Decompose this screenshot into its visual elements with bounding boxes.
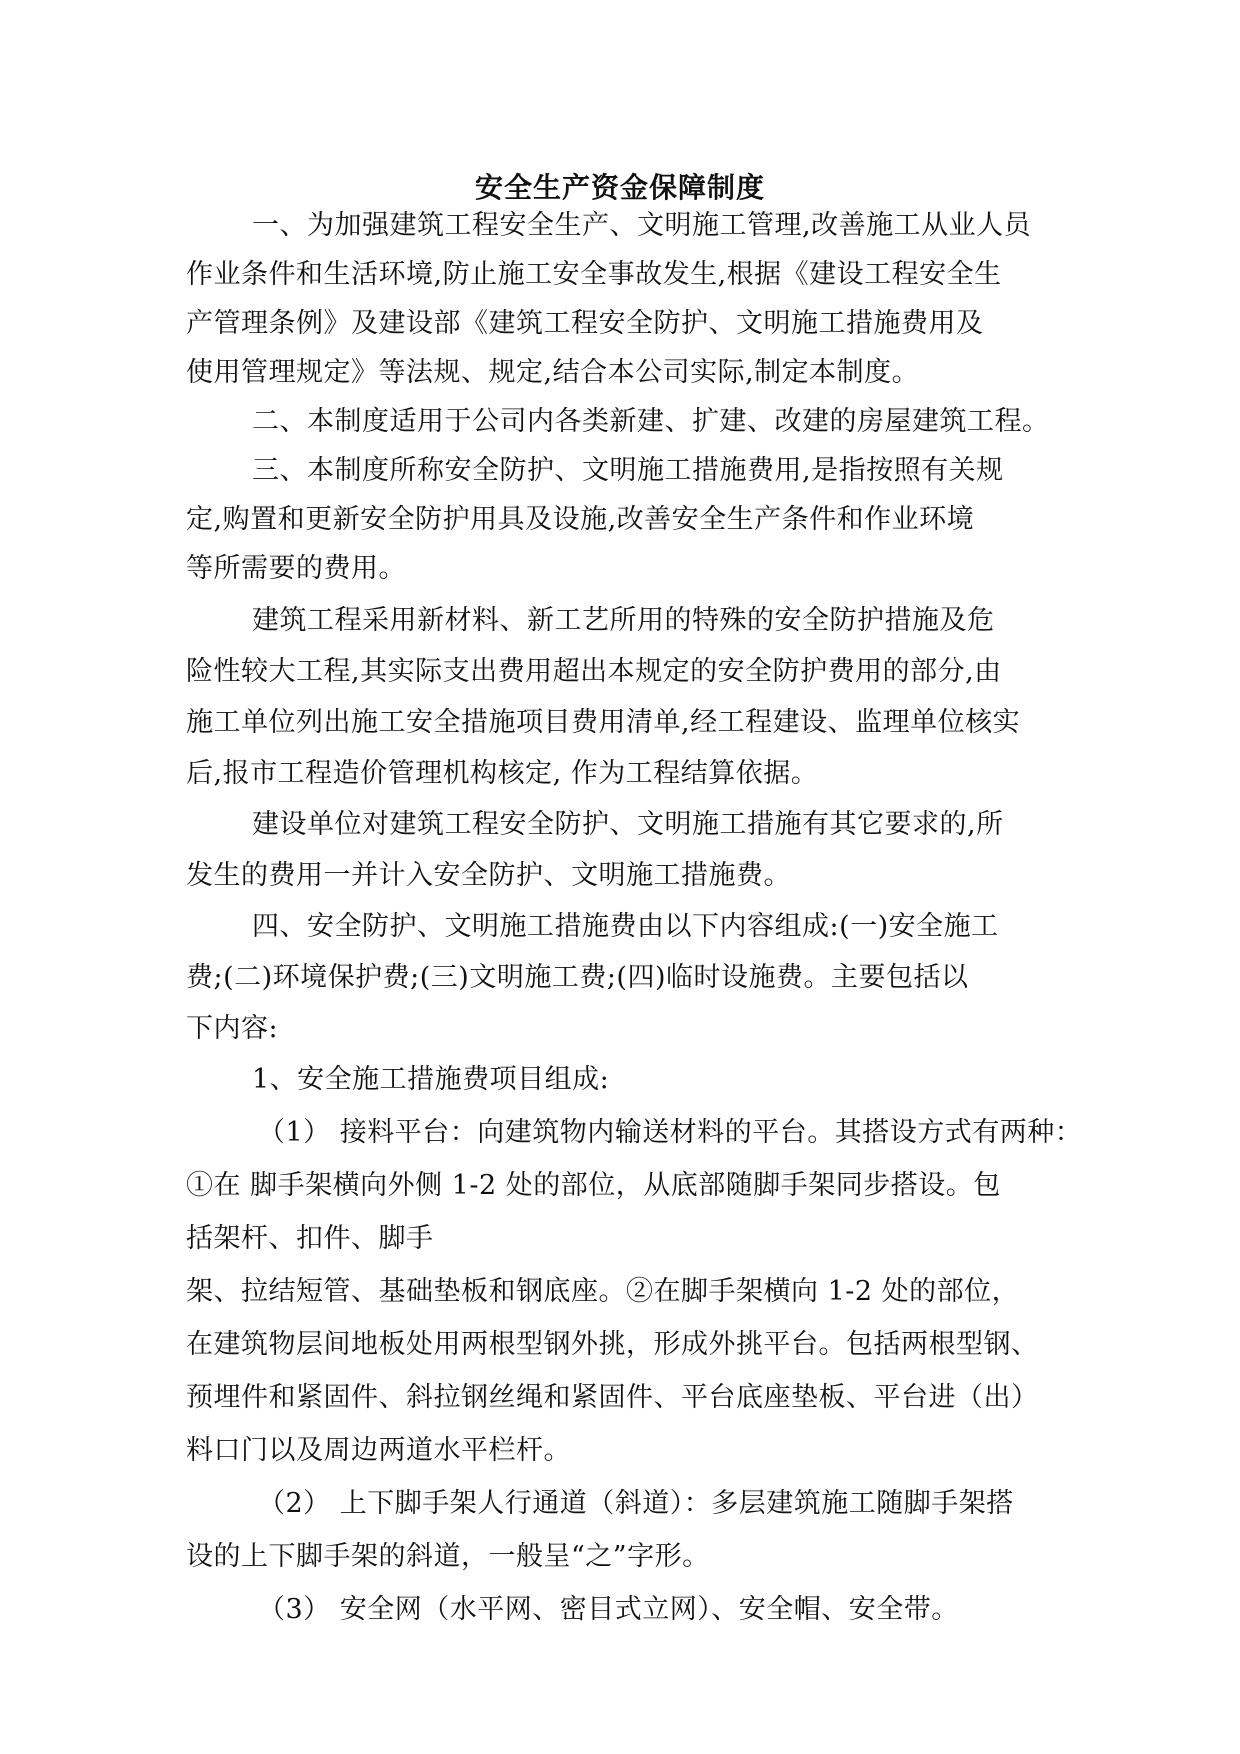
paragraph-line: 1、安全施工措施费项目组成: (252, 1064, 610, 1095)
paragraph-line: 建设单位对建筑工程安全防护、文明施工措施有其它要求的,所 (252, 809, 1004, 840)
paragraph-line: 括架杆、扣件、脚手 (186, 1223, 434, 1254)
paragraph-line: 使用管理规定》等法规、规定,结合本公司实际,制定本制度。 (186, 357, 920, 388)
paragraph-line: 施工单位列出施工安全措施项目费用清单,经工程建设、监理单位核实 (186, 707, 1021, 738)
paragraph-line: 产管理条例》及建设部《建筑工程安全防护、文明施工措施费用及 (186, 308, 984, 339)
paragraph-line: 费;(二)环境保护费;(三)文明施工费;(四)临时设施费。主要包括以 (186, 962, 969, 993)
paragraph-line: 三、本制度所称安全防护、文明施工措施费用,是指按照有关规 (252, 455, 1004, 486)
paragraph-line: 下内容: (186, 1013, 279, 1044)
paragraph-line: 料口门以及周边两道水平栏杆。 (186, 1435, 571, 1466)
paragraph-line: 建筑工程采用新材料、新工艺所用的特殊的安全防护措施及危 (252, 605, 995, 636)
paragraph-line: 定,购置和更新安全防护用具及设施,改善安全生产条件和作业环境 (186, 504, 975, 535)
paragraph-line: 后,报市工程造价管理机构核定, 作为工程结算依据。 (186, 758, 819, 789)
paragraph-line: 预埋件和紧固件、斜拉钢丝绳和紧固件、平台底座垫板、平台进（出） (186, 1382, 1039, 1413)
paragraph-line: 在建筑物层间地板处用两根型钢外挑，形成外挑平台。包括两根型钢、 (186, 1329, 1039, 1360)
paragraph-line: （1） 接料平台：向建筑物内输送材料的平台。其搭设方式有两种： (258, 1117, 1083, 1148)
document-title: 安全生产资金保障制度 (474, 171, 765, 204)
paragraph-line: 架、拉结短管、基础垫板和钢底座。②在脚手架横向 1-2 处的部位， (186, 1276, 1020, 1307)
paragraph-line: 等所需要的费用。 (186, 553, 406, 584)
paragraph-line: 二、本制度适用于公司内各类新建、扩建、改建的房屋建筑工程。 (252, 406, 1050, 437)
paragraph-line: 设的上下脚手架的斜道，一般呈“之”字形。 (186, 1541, 710, 1572)
paragraph-line: （3） 安全网（水平网、密目式立网）、安全帽、安全带。 (258, 1594, 959, 1625)
paragraph-line: 作业条件和生活环境,防止施工安全事故发生,根据《建设工程安全生 (186, 259, 1002, 290)
paragraph-line: （2） 上下脚手架人行通道（斜道）：多层建筑施工随脚手架搭 (258, 1488, 1014, 1519)
paragraph-line: 一、为加强建筑工程安全生产、文明施工管理,改善施工从业人员 (252, 210, 1032, 241)
paragraph-line: 四、安全防护、文明施工措施费由以下内容组成:(一)安全施工 (252, 911, 999, 942)
paragraph-line: ①在 脚手架横向外侧 1-2 处的部位，从底部随脚手架同步搭设。包 (186, 1170, 1001, 1201)
paragraph-line: 险性较大工程,其实际支出费用超出本规定的安全防护费用的部分,由 (186, 656, 1002, 687)
paragraph-line: 发生的费用一并计入安全防护、文明施工措施费。 (186, 860, 791, 891)
